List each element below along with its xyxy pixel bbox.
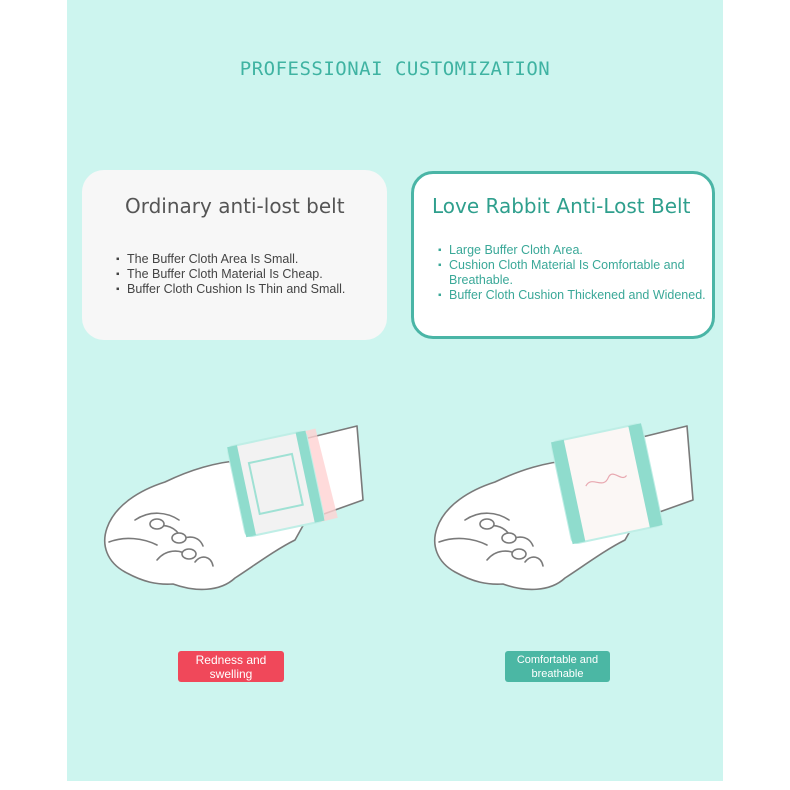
- feature-text: The Buffer Cloth Material Is Cheap.: [127, 267, 323, 281]
- list-item: [116, 252, 381, 267]
- wrist-with-band-illustration: [95, 410, 370, 610]
- bullet-dot-icon: ▪: [116, 254, 120, 265]
- list-item: [438, 288, 708, 303]
- ordinary-belt-title: Ordinary anti-lost belt: [125, 194, 345, 218]
- love-rabbit-belt-features: [438, 243, 708, 303]
- tag-line: breathable: [531, 668, 584, 680]
- tag-line: swelling: [209, 667, 253, 681]
- feature-text: Buffer Cloth Cushion Thickened and Widened.: [449, 288, 706, 302]
- bullet-dot-icon: ▪: [116, 269, 120, 280]
- bullet-dot-icon: ▪: [116, 284, 120, 295]
- list-item: [438, 258, 708, 288]
- love-rabbit-belt-title: Love Rabbit Anti-Lost Belt: [432, 194, 691, 218]
- redness-swelling-tag: [178, 651, 284, 682]
- bullet-dot-icon: ▪: [438, 260, 442, 271]
- bullet-dot-icon: ▪: [438, 245, 442, 256]
- comfortable-breathable-tag: [505, 651, 610, 682]
- list-item: [116, 267, 381, 282]
- list-item: [438, 243, 708, 258]
- background-panel: [67, 0, 723, 781]
- tag-line: Comfortable and: [516, 654, 599, 666]
- feature-text: Cushion Cloth Material Is Comfortable and Breathable.: [449, 258, 685, 287]
- feature-text: Buffer Cloth Cushion Is Thin and Small.: [127, 282, 346, 296]
- tag-line: Redness and: [195, 653, 267, 667]
- ordinary-belt-features: [116, 252, 381, 297]
- feature-text: The Buffer Cloth Area Is Small.: [127, 252, 299, 266]
- feature-text: Large Buffer Cloth Area.: [449, 243, 583, 257]
- ordinary-belt-card: [82, 170, 387, 340]
- list-item: [116, 282, 381, 297]
- love-rabbit-belt-card: [411, 171, 715, 339]
- page-heading: PROFESSIONAI CUSTOMIZATION: [239, 58, 551, 80]
- bullet-dot-icon: ▪: [438, 290, 442, 301]
- wrist-with-band-illustration: [425, 410, 700, 610]
